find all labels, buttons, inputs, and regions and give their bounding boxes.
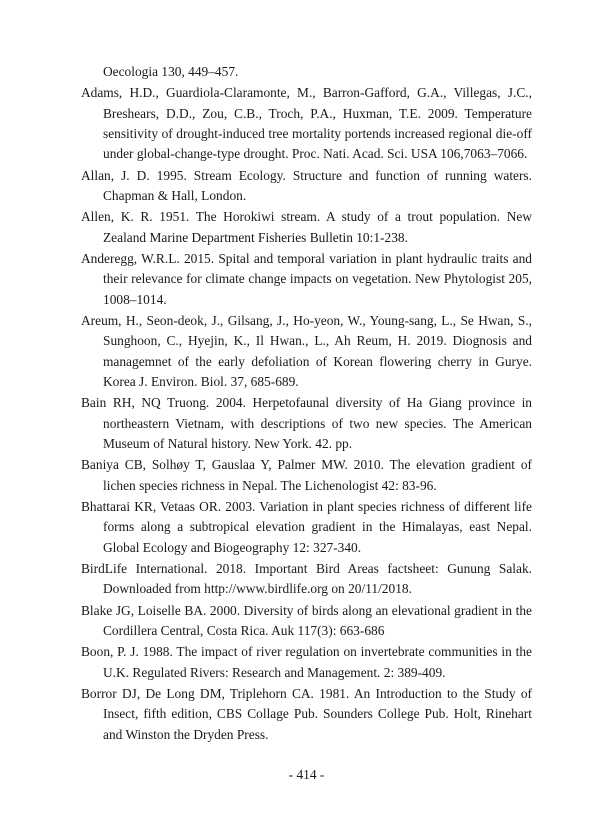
page-number: - 414 - (288, 767, 325, 782)
reference-entry: Bain RH, NQ Truong. 2004. Herpetofaunal diversity of Ha Giang province in northeastern Vietnam, with descriptions of two new species. The American Museum of Natural history. New York. 42. pp. (81, 395, 532, 452)
reference-entry: Adams, H.D., Guardiola-Claramonte, M., Barron-Gafford, G.A., Villegas, J.C., Breshears, D.D., Zou, C.B., Troch, P.A., Huxman, T.E. 2009. Temperature sensitivity of drought-induced tree mortality portends increased regional die-off under global-change-type drought. Proc. Nati. Acad. Sci. USA 106,7063–7066. (81, 85, 532, 162)
reference-entry: Blake JG, Loiselle BA. 2000. Diversity of birds along an elevational gradient in the Cordillera Central, Costa Rica. Auk 117(3): 663-686 (81, 602, 532, 638)
reference-entry: BirdLife International. 2018. Important Bird Areas factsheet: Gunung Salak. Downloaded from http://www.birdlife.org on 20/11/2018. (81, 560, 532, 597)
reference-entry: Allen, K. R. 1951. The Horokiwi stream. A study of a trout population. New Zealand Marine Department Fisheries Bulletin 10:1-238. (81, 209, 532, 245)
reference-entry: Anderegg, W.R.L. 2015. Spital and temporal variation in plant hydraulic traits and their relevance for climate change impacts on vegetation. New Phytologist 205, 1008–1014. (81, 250, 532, 307)
reference-continuation: Oecologia 130, 449–457. (103, 64, 239, 79)
reference-entry: Baniya CB, Solhøy T, Gauslaa Y, Palmer MW. 2010. The elevation gradient of lichen species richness in Nepal. The Lichenologist 42: 83-96. (81, 457, 532, 493)
reference-entry: Borror DJ, De Long DM, Triplehorn CA. 1981. An Introduction to the Study of Insect, fifth edition, CBS Collage Pub. Sounders College Pub. Holt, Rinehart and Winston the Dryden Press. (81, 685, 532, 742)
reference-entry: Bhattarai KR, Vetaas OR. 2003. Variation in plant species richness of different life forms along a subtropical elevation gradient in the Himalayas, east Nepal. Global Ecology and Biogeography 12: 327-340. (81, 498, 532, 555)
reference-entry: Areum, H., Seon-deok, J., Gilsang, J., Ho-yeon, W., Young-sang, L., Se Hwan, S., Sunghoon, C., Hyejin, K., Il Hwan., L., Ah Reum, H. 2019. Diognosis and managemnet of the early defoliation of Korean flowering cherry in Gurye. Korea J. Environ. Biol. 37, 685-689. (81, 312, 532, 390)
reference-list (81, 62, 532, 746)
reference-entry: Boon, P. J. 1988. The impact of river regulation on invertebrate communities in the U.K. Regulated Rivers: Research and Management. 2: 389-409. (81, 644, 532, 680)
reference-entry: Allan, J. D. 1995. Stream Ecology. Structure and function of running waters. Chapman & Hall, London. (81, 167, 532, 204)
